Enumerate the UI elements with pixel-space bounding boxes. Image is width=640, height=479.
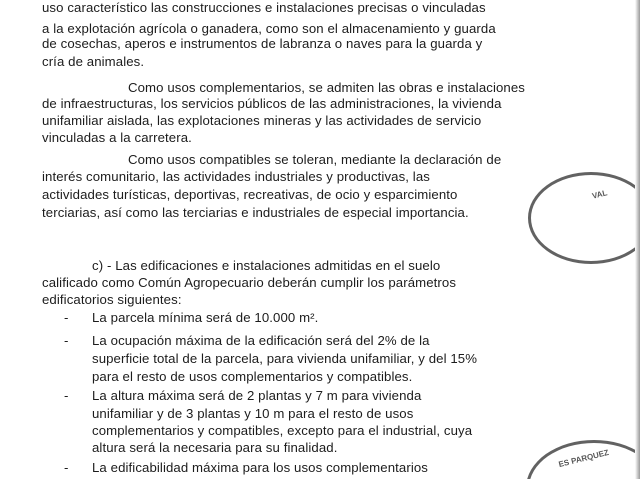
list-item-line: La parcela mínima será de 10.000 m².	[92, 310, 319, 325]
list-item-line: altura será la necesaria para su finalidad.	[92, 440, 338, 455]
stamp-text: VAL	[591, 188, 609, 201]
section-c-line: c) - Las edificaciones e instalaciones admitidas en el suelo	[92, 258, 441, 273]
section-c-line: edificatorios siguientes:	[42, 292, 182, 307]
paragraph-3-line: actividades turísticas, deportivas, recreativas, de ocio y esparcimiento	[42, 187, 458, 202]
list-bullet: -	[64, 460, 69, 475]
paragraph-3-line: interés comunitario, las actividades industriales y productivas, las	[42, 169, 430, 184]
stamp-text: ES PARQUEZ	[557, 447, 610, 470]
list-item-line: para el resto de usos complementarios y compatibles.	[92, 369, 413, 384]
scan-edge	[635, 0, 640, 479]
list-bullet: -	[64, 333, 69, 348]
paragraph-1-line: de cosechas, aperos e instrumentos de labranza o naves para la guarda y	[42, 36, 483, 51]
list-item-line: unifamiliar y de 3 plantas y 10 m para el resto de usos	[92, 406, 414, 421]
paragraph-2-line: Como usos complementarios, se admiten las obras e instalaciones	[128, 80, 525, 95]
paragraph-2-line: vinculadas a la carretera.	[42, 130, 192, 145]
list-item-line: La altura máxima será de 2 plantas y 7 m para vivienda	[92, 388, 422, 403]
list-item-line: superficie total de la parcela, para vivienda unifamiliar, y del 15%	[92, 351, 478, 366]
paragraph-3-line: terciarias, así como las terciarias e industriales de especial importancia.	[42, 205, 469, 220]
paragraph-3-line: Como usos compatibles se toleran, mediante la declaración de	[128, 152, 502, 167]
section-c-line: calificado como Común Agropecuario deberán cumplir los parámetros	[42, 275, 457, 290]
paragraph-1-line: cría de animales.	[42, 54, 145, 69]
paragraph-1-line: uso característico las construcciones e instalaciones precisas o vinculadas	[42, 0, 486, 15]
list-bullet: -	[64, 388, 69, 403]
list-item-line: complementarios y compatibles, excepto para el industrial, cuya	[92, 423, 473, 438]
list-bullet: -	[64, 310, 69, 325]
list-item-line: La edificabilidad máxima para los usos complementarios	[92, 460, 428, 475]
list-item-line: La ocupación máxima de la edificación será del 2% de la	[92, 333, 430, 348]
official-stamp	[528, 172, 640, 264]
paragraph-2-line: unifamiliar aislada, las explotaciones mineras y las actividades de servicio	[42, 113, 482, 128]
paragraph-2-line: de infraestructuras, los servicios públicos de las administraciones, la vivienda	[42, 96, 502, 111]
paragraph-1-line: a la explotación agrícola o ganadera, como son el almacenamiento y guarda	[42, 21, 496, 36]
